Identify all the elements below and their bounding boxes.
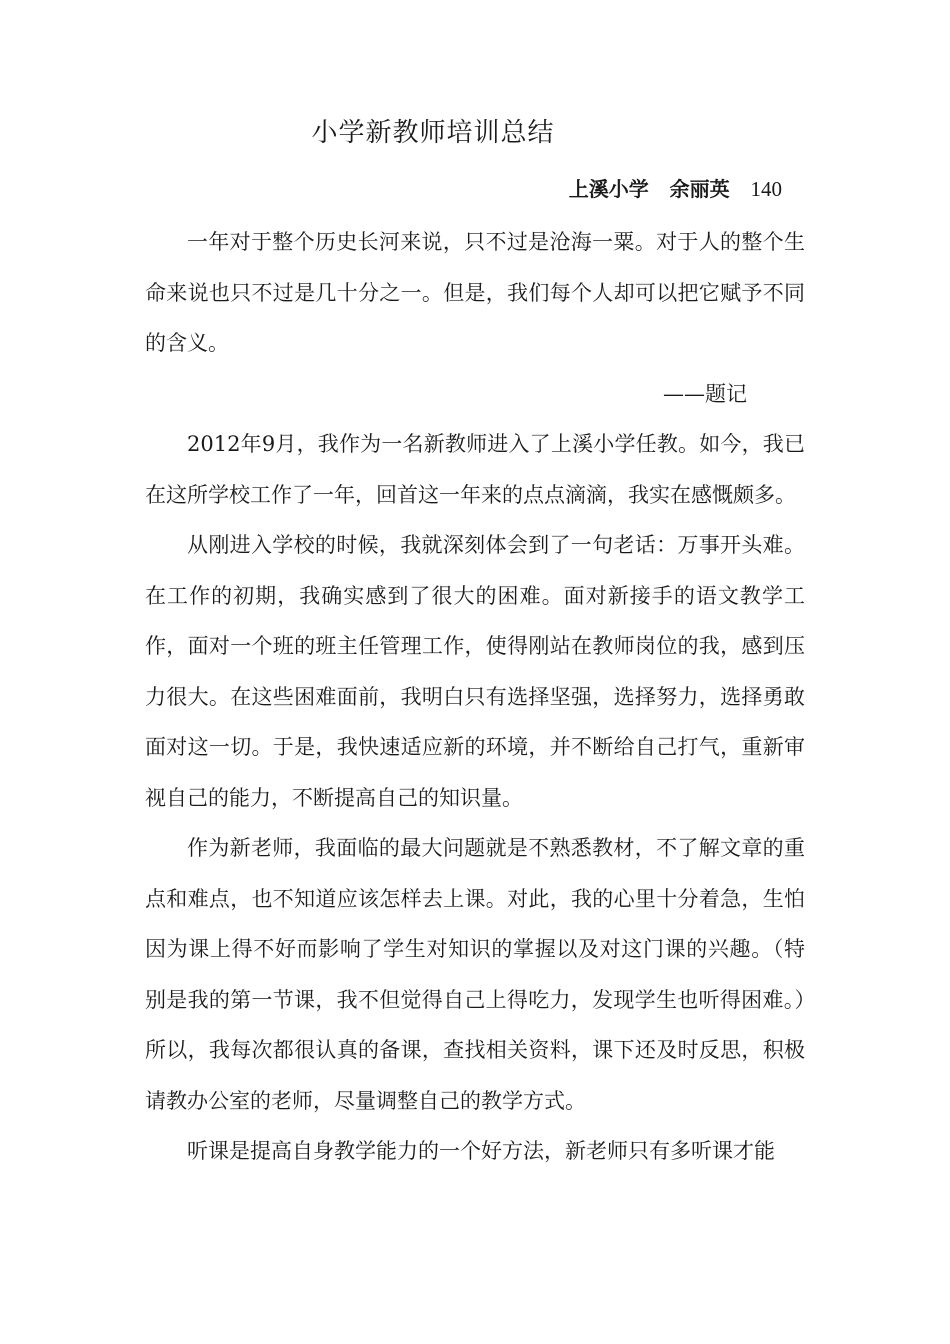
document-body xyxy=(145,217,805,1177)
document-title: 小学新教师培训总结 xyxy=(311,118,555,148)
paragraph: 作为新老师，我面临的最大问题就是不熟悉教材，不了解文章的重点和难点，也不知道应该怎样去上课。对此，我的心里十分着急，生怕因为课上得不好而影响了学生对知识的掌握以及对这门课的兴趣。（特别是我的第一节课，我不但觉得自己上得吃力，发现学生也听得困难。）所以，我每次都很认真的备课，查找相关资料，课下还及时反思，积极请教办公室的老师，尽量调整自己的教学方式。 xyxy=(145,836,805,1113)
paragraph: 从刚进入学校的时候，我就深刻体会到了一句老话：万事开头难。在工作的初期，我确实感到了很大的困难。面对新接手的语文教学工作，面对一个班的班主任管理工作，使得刚站在教师岗位的我，感到压力很大。在这些困难面前，我明白只有选择坚强，选择努力，选择勇敢面对这一切。于是，我快速适应新的环境，并不断给自己打气，重新审视自己的能力，不断提高自己的知识量。 xyxy=(145,533,805,810)
byline-number: 140 xyxy=(750,177,782,201)
paragraph: 听课是提高自身教学能力的一个好方法，新老师只有多听课才能 xyxy=(187,1139,775,1163)
epigraph-signature: ——题记 xyxy=(663,381,747,406)
byline-author: 余丽英 xyxy=(669,177,730,201)
epigraph: 一年对于整个历史长河来说，只不过是沧海一粟。对于人的整个生命来说也只不过是几十分之一。但是，我们每个人却可以把它赋予不同的含义。 xyxy=(145,230,805,355)
paragraph: 2012年9月，我作为一名新教师进入了上溪小学任教。如今，我已在这所学校工作了一年，回首这一年来的点点滴滴，我实在感慨颇多。 xyxy=(145,432,805,507)
byline-school: 上溪小学 xyxy=(568,177,649,201)
byline xyxy=(569,173,782,202)
